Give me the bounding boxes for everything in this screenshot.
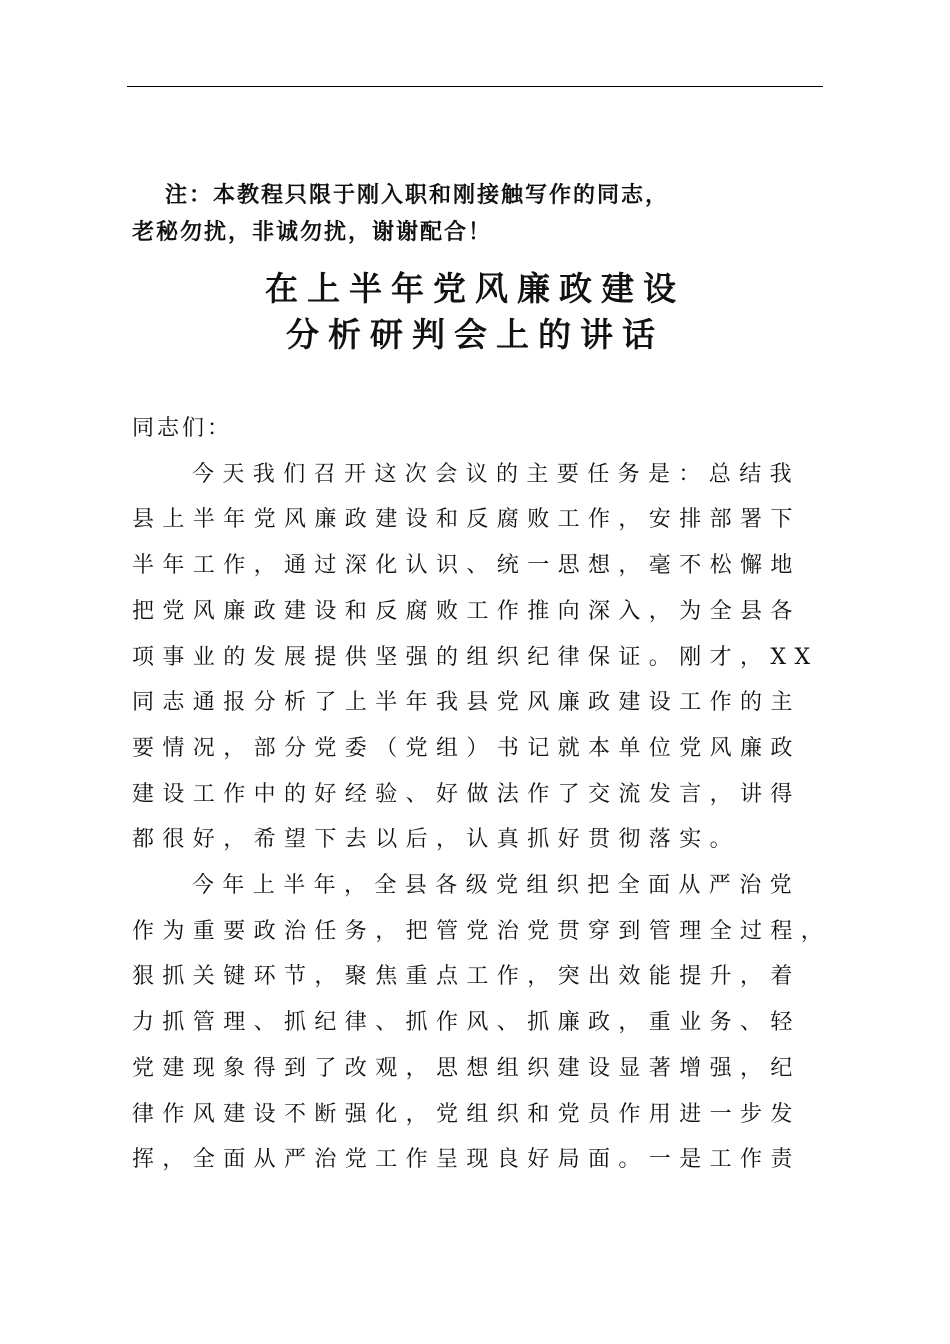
- paragraph2-line: 力抓管理、抓纪律、抓作风、抓廉政，重业务、轻: [132, 1010, 801, 1036]
- paragraph1-line: 建设工作中的好经验、好做法作了交流发言，讲得: [132, 781, 801, 807]
- note-line-2: 老秘勿扰，非诚勿扰，谢谢配合！: [132, 220, 493, 245]
- header-rule: [127, 86, 823, 87]
- speech-body: [132, 406, 852, 1183]
- paragraph1-line: 要情况，部分党委（党组）书记就本单位党风廉政: [132, 735, 801, 761]
- paragraph1-line: 把党风廉政建设和反腐败工作推向深入，为全县各: [132, 598, 801, 624]
- paragraph1-line: 同志通报分析了上半年我县党风廉政建设工作的主: [132, 690, 801, 716]
- paragraph2-line: 党建现象得到了改观，思想组织建设显著增强，纪: [132, 1055, 801, 1081]
- paragraph2-line: 狠抓关键环节，聚焦重点工作，突出效能提升，着: [132, 964, 801, 990]
- note-block: [132, 177, 832, 251]
- paragraph2-line: 作为重要政治任务，把管党治党贯穿到管理全过程，: [132, 918, 832, 944]
- salutation: 同志们：: [132, 416, 233, 441]
- paragraph1-line: 县上半年党风廉政建设和反腐败工作，安排部署下: [132, 507, 801, 533]
- document-title: [0, 266, 950, 358]
- title-line-1: 在上半年党风廉政建设: [265, 269, 685, 308]
- paragraph1-line: 项事业的发展提供坚强的组织纪律保证。刚才，XX: [132, 644, 819, 670]
- paragraph2-line: 今年上半年，全县各级党组织把全面从严治党: [192, 873, 801, 899]
- paragraph1-line: 半年工作，通过深化认识、统一思想，毫不松懈地: [132, 553, 801, 579]
- note-line-1: 注：本教程只限于刚入职和刚接触写作的同志，: [165, 183, 670, 208]
- paragraph1-line: 都很好，希望下去以后，认真抓好贯彻落实。: [132, 827, 741, 853]
- title-line-2: 分析研判会上的讲话: [286, 315, 664, 354]
- paragraph2-line: 律作风建设不断强化，党组织和党员作用进一步发: [132, 1101, 801, 1127]
- paragraph2-line: 挥，全面从严治党工作呈现良好局面。一是工作责: [132, 1147, 801, 1173]
- paragraph1-line: 今天我们召开这次会议的主要任务是：总结我: [192, 461, 801, 487]
